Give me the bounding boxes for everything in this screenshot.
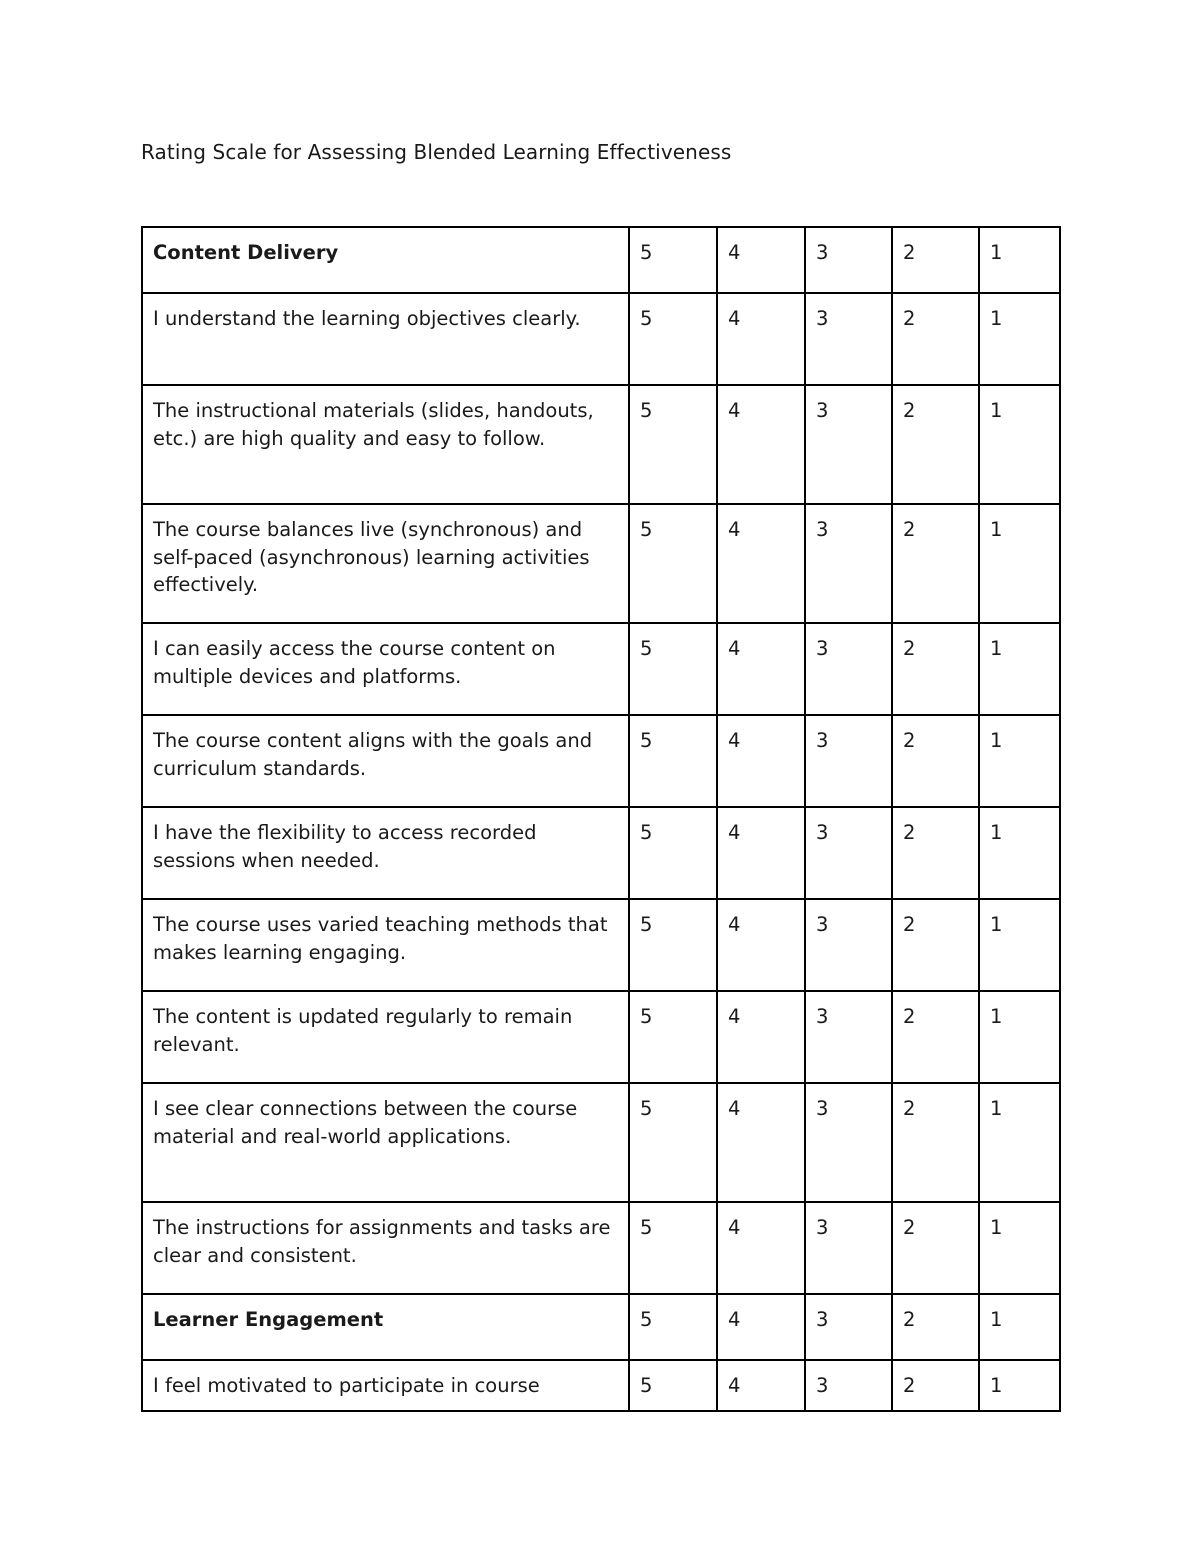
score-cell-1: 1 (979, 1360, 1060, 1411)
score-cell-4: 4 (717, 1360, 805, 1411)
statement-text: I have the flexibility to access recorded sessions when needed. (142, 807, 629, 899)
score-cell-1: 1 (979, 1083, 1060, 1202)
score-cell-4: 4 (717, 899, 805, 991)
score-cell-2: 2 (892, 227, 979, 293)
score-cell-5: 5 (629, 1202, 717, 1294)
score-cell-3: 3 (805, 1202, 892, 1294)
score-cell-4: 4 (717, 293, 805, 385)
section-heading: Learner Engagement (142, 1294, 629, 1360)
statement-text: The instructional materials (slides, handouts, etc.) are high quality and easy to follow. (142, 385, 629, 504)
score-cell-3: 3 (805, 899, 892, 991)
score-cell-5: 5 (629, 1083, 717, 1202)
section-heading: Content Delivery (142, 227, 629, 293)
statement-text: The course balances live (synchronous) and self-paced (asynchronous) learning activities effectively. (142, 504, 629, 623)
score-cell-2: 2 (892, 807, 979, 899)
score-cell-5: 5 (629, 293, 717, 385)
score-cell-1: 1 (979, 385, 1060, 504)
table-row (142, 1083, 1060, 1202)
score-cell-3: 3 (805, 1294, 892, 1360)
score-cell-5: 5 (629, 899, 717, 991)
score-cell-3: 3 (805, 227, 892, 293)
score-cell-4: 4 (717, 807, 805, 899)
score-cell-4: 4 (717, 715, 805, 807)
score-cell-4: 4 (717, 1083, 805, 1202)
score-cell-5: 5 (629, 1294, 717, 1360)
statement-text: The content is updated regularly to remain relevant. (142, 991, 629, 1083)
table-row (142, 1202, 1060, 1294)
section-row-content-delivery (142, 227, 1060, 293)
statement-text: I see clear connections between the course material and real-world applications. (142, 1083, 629, 1202)
score-cell-4: 4 (717, 991, 805, 1083)
score-cell-3: 3 (805, 504, 892, 623)
score-cell-4: 4 (717, 1202, 805, 1294)
score-cell-3: 3 (805, 807, 892, 899)
score-cell-1: 1 (979, 504, 1060, 623)
score-cell-1: 1 (979, 293, 1060, 385)
score-cell-3: 3 (805, 385, 892, 504)
score-cell-2: 2 (892, 1083, 979, 1202)
score-cell-5: 5 (629, 504, 717, 623)
score-cell-5: 5 (629, 385, 717, 504)
score-cell-4: 4 (717, 385, 805, 504)
score-cell-5: 5 (629, 623, 717, 715)
score-cell-3: 3 (805, 715, 892, 807)
score-cell-2: 2 (892, 899, 979, 991)
statement-text: I feel motivated to participate in course (142, 1360, 629, 1411)
score-cell-2: 2 (892, 385, 979, 504)
score-cell-2: 2 (892, 1360, 979, 1411)
score-cell-2: 2 (892, 623, 979, 715)
section-row-learner-engagement (142, 1294, 1060, 1360)
table-row (142, 715, 1060, 807)
score-cell-1: 1 (979, 623, 1060, 715)
score-cell-1: 1 (979, 227, 1060, 293)
score-cell-3: 3 (805, 293, 892, 385)
score-cell-1: 1 (979, 807, 1060, 899)
score-cell-2: 2 (892, 715, 979, 807)
score-cell-5: 5 (629, 807, 717, 899)
table-row (142, 807, 1060, 899)
score-cell-3: 3 (805, 1083, 892, 1202)
score-cell-1: 1 (979, 1294, 1060, 1360)
table-row (142, 991, 1060, 1083)
score-cell-1: 1 (979, 899, 1060, 991)
score-cell-5: 5 (629, 1360, 717, 1411)
score-cell-2: 2 (892, 991, 979, 1083)
table-row (142, 293, 1060, 385)
table-row (142, 1360, 1060, 1411)
score-cell-4: 4 (717, 227, 805, 293)
score-cell-1: 1 (979, 1202, 1060, 1294)
statement-text: The course content aligns with the goals and curriculum standards. (142, 715, 629, 807)
score-cell-3: 3 (805, 1360, 892, 1411)
table-row (142, 504, 1060, 623)
score-cell-2: 2 (892, 504, 979, 623)
statement-text: I can easily access the course content on multiple devices and platforms. (142, 623, 629, 715)
score-cell-1: 1 (979, 715, 1060, 807)
score-cell-2: 2 (892, 1202, 979, 1294)
score-cell-5: 5 (629, 991, 717, 1083)
page-title: Rating Scale for Assessing Blended Learning Effectiveness (141, 140, 732, 164)
score-cell-3: 3 (805, 991, 892, 1083)
statement-text: I understand the learning objectives clearly. (142, 293, 629, 385)
score-cell-3: 3 (805, 623, 892, 715)
score-cell-4: 4 (717, 623, 805, 715)
rating-scale-table (141, 226, 1061, 1412)
score-cell-4: 4 (717, 504, 805, 623)
score-cell-4: 4 (717, 1294, 805, 1360)
table-row (142, 623, 1060, 715)
table-row (142, 899, 1060, 991)
score-cell-5: 5 (629, 715, 717, 807)
statement-text: The instructions for assignments and tasks are clear and consistent. (142, 1202, 629, 1294)
score-cell-1: 1 (979, 991, 1060, 1083)
score-cell-2: 2 (892, 293, 979, 385)
table-row (142, 385, 1060, 504)
score-cell-2: 2 (892, 1294, 979, 1360)
statement-text: The course uses varied teaching methods that makes learning engaging. (142, 899, 629, 991)
score-cell-5: 5 (629, 227, 717, 293)
